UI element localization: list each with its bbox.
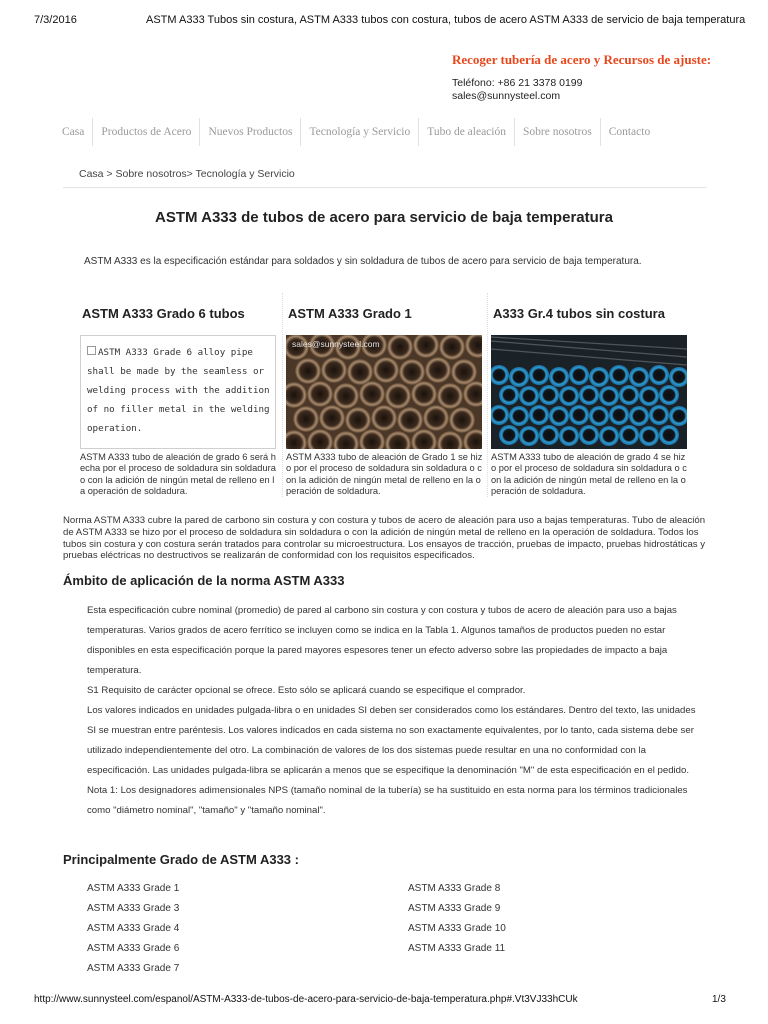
- photo-watermark: sales@sunnysteel.com: [292, 339, 380, 349]
- grade-item[interactable]: ASTM A333 Grade 8: [408, 883, 501, 894]
- scope-paragraph: Esta especificación cubre nominal (promedio) de pared al carbono sin costura y con costura y tubos de acero de aleación para uso a bajas temperaturas. Varios grados de acero ferrítico se incluyen como se indica en la Tabla 1. Algunos tamaños de productos pueden no estar disponibles en esta especificación porque la pared mayores espesores tener un efecto adverso sobre las propiedades de impacto a baja temperatura.: [87, 605, 677, 676]
- product-caption: ASTM A333 tubo de aleación de Grado 1 se hizo por el proceso de soldadura sin soldadura o con la adición de ningún metal de relleno en la operación de soldadura.: [286, 452, 483, 496]
- contact-block: [452, 52, 711, 103]
- image-alt-text: ASTM A333 Grade 6 alloy pipe shall be made by the seamless or welding process with the addition of no filler metal in the welding operation.: [87, 347, 270, 434]
- grade-item[interactable]: ASTM A333 Grade 1: [87, 883, 180, 894]
- grade-item[interactable]: ASTM A333 Grade 3: [87, 903, 180, 914]
- nav-item-sobre[interactable]: Sobre nosotros: [515, 118, 601, 146]
- blue-pipes-photo[interactable]: [491, 335, 687, 449]
- divider: [63, 187, 707, 188]
- grades-column-left: [87, 881, 287, 981]
- nav-item-tecnologia[interactable]: Tecnología y Servicio: [301, 118, 419, 146]
- product-title[interactable]: ASTM A333 Grado 1: [288, 306, 412, 321]
- print-url: http://www.sunnysteel.com/espanol/ASTM-A333-de-tubos-de-acero-para-servicio-de-baja-temperatura.php#.Vt3VJ33hCUk: [34, 994, 578, 1005]
- grade-item[interactable]: ASTM A333 Grade 11: [408, 943, 506, 954]
- grades-column-right: [408, 881, 608, 961]
- nav-item-nuevos[interactable]: Nuevos Productos: [200, 118, 301, 146]
- scope-heading: Ámbito de aplicación de la norma ASTM A333: [63, 573, 345, 588]
- product-caption: ASTM A333 tubo de aleación de grado 6 será hecha por el proceso de soldadura sin soldadura o con la adición de ningún metal de relleno en la operación de soldadura.: [80, 452, 276, 496]
- print-title: ASTM A333 Tubos sin costura, ASTM A333 tubos con costura, tubos de acero ASTM A333 de servicio de baja temperatura: [146, 14, 746, 26]
- grade-item[interactable]: ASTM A333 Grade 10: [408, 923, 506, 934]
- breadcrumb[interactable]: Casa > Sobre nosotros> Tecnología y Servicio: [79, 168, 295, 180]
- page-title: ASTM A333 de tubos de acero para servicio de baja temperatura: [155, 209, 613, 226]
- product-card: [487, 293, 692, 497]
- product-title[interactable]: ASTM A333 Grado 6 tubos: [82, 306, 245, 321]
- blue-pipe-stack-illustration: [491, 335, 687, 449]
- broken-image[interactable]: [80, 335, 276, 449]
- phone-text: Teléfono: +86 21 3378 0199: [452, 77, 583, 89]
- email-link[interactable]: sales@sunnysteel.com: [452, 90, 561, 102]
- pipes-photo[interactable]: [286, 335, 482, 449]
- nav-item-casa[interactable]: Casa: [60, 118, 93, 146]
- main-nav: [60, 118, 658, 146]
- product-card: [282, 293, 487, 497]
- nav-item-aleacion[interactable]: Tubo de aleación: [419, 118, 515, 146]
- scope-paragraph: Nota 1: Los designadores adimensionales NPS (tamaño nominal de la tubería) se ha sustituido en esta norma para los términos tradicionales como "diámetro nominal", "tamaño" y "tamaño nominal".: [87, 785, 688, 816]
- scope-paragraph: Los valores indicados en unidades pulgada-libra o en unidades SI deben ser considerados como los estándares. Dentro del texto, las unidades SI se muestran entre paréntesis. Los valores indicados en cada sistema no son exactamente equivalentes, por lo tanto, cada sistema debe ser utilizado independientemente del otro. La combinación de valores de los dos sistemas puede resultar en una no conformidad con la especificación. Las unidades pulgada-libra se aplicarán a menos que se especifique la denominación "M" de esta especificación en el pedido.: [87, 705, 696, 776]
- nav-item-contacto[interactable]: Contacto: [608, 126, 651, 138]
- grades-heading: Principalmente Grado de ASTM A333 :: [63, 852, 299, 867]
- product-title[interactable]: A333 Gr.4 tubos sin costura: [493, 306, 665, 321]
- product-columns: [77, 293, 694, 497]
- product-caption: ASTM A333 tubo de aleación de grado 4 se hizo por el proceso de soldadura sin soldadura o con la adición de ningún metal de relleno en la operación de soldadura.: [491, 452, 687, 496]
- nav-item-productos[interactable]: Productos de Acero: [93, 118, 200, 146]
- norma-paragraph: Norma ASTM A333 cubre la pared de carbono sin costura y con costura y tubos de acero de aleación para uso a bajas temperaturas. Tubo de aleación de ASTM A333 se hizo por el proceso de soldadura sin soldadura o con la adición de ningún metal de relleno en la operación de soldadura. Todos los tubos sin costura y con costura serán tratados para controlar su microestructura. Los ensayos de tracción, pruebas de impacto, pruebas hidrostáticas y pruebas eléctricas no destructivos se realizarán de conformidad con los requisitos especificados.: [63, 515, 706, 562]
- contact-info: [452, 77, 711, 103]
- grade-item[interactable]: ASTM A333 Grade 7: [87, 963, 180, 974]
- broken-image-icon: [87, 346, 96, 355]
- scope-section: [87, 601, 697, 821]
- scope-paragraph: S1 Requisito de carácter opcional se ofrece. Esto sólo se aplicará cuando se especifique el comprador.: [87, 685, 526, 696]
- print-page-number: 1/3: [712, 994, 726, 1005]
- grade-item[interactable]: ASTM A333 Grade 9: [408, 903, 501, 914]
- grade-item[interactable]: ASTM A333 Grade 4: [87, 923, 180, 934]
- pipe-ends-illustration: [286, 335, 482, 449]
- resources-link[interactable]: Recoger tubería de acero y Recursos de ajuste:: [452, 52, 712, 67]
- grade-item[interactable]: ASTM A333 Grade 6: [87, 943, 180, 954]
- product-card: [77, 293, 282, 497]
- print-date: 7/3/2016: [34, 14, 77, 26]
- intro-text: ASTM A333 es la especificación estándar para soldados y sin soldadura de tubos de acero para servicio de baja temperatura.: [84, 256, 642, 267]
